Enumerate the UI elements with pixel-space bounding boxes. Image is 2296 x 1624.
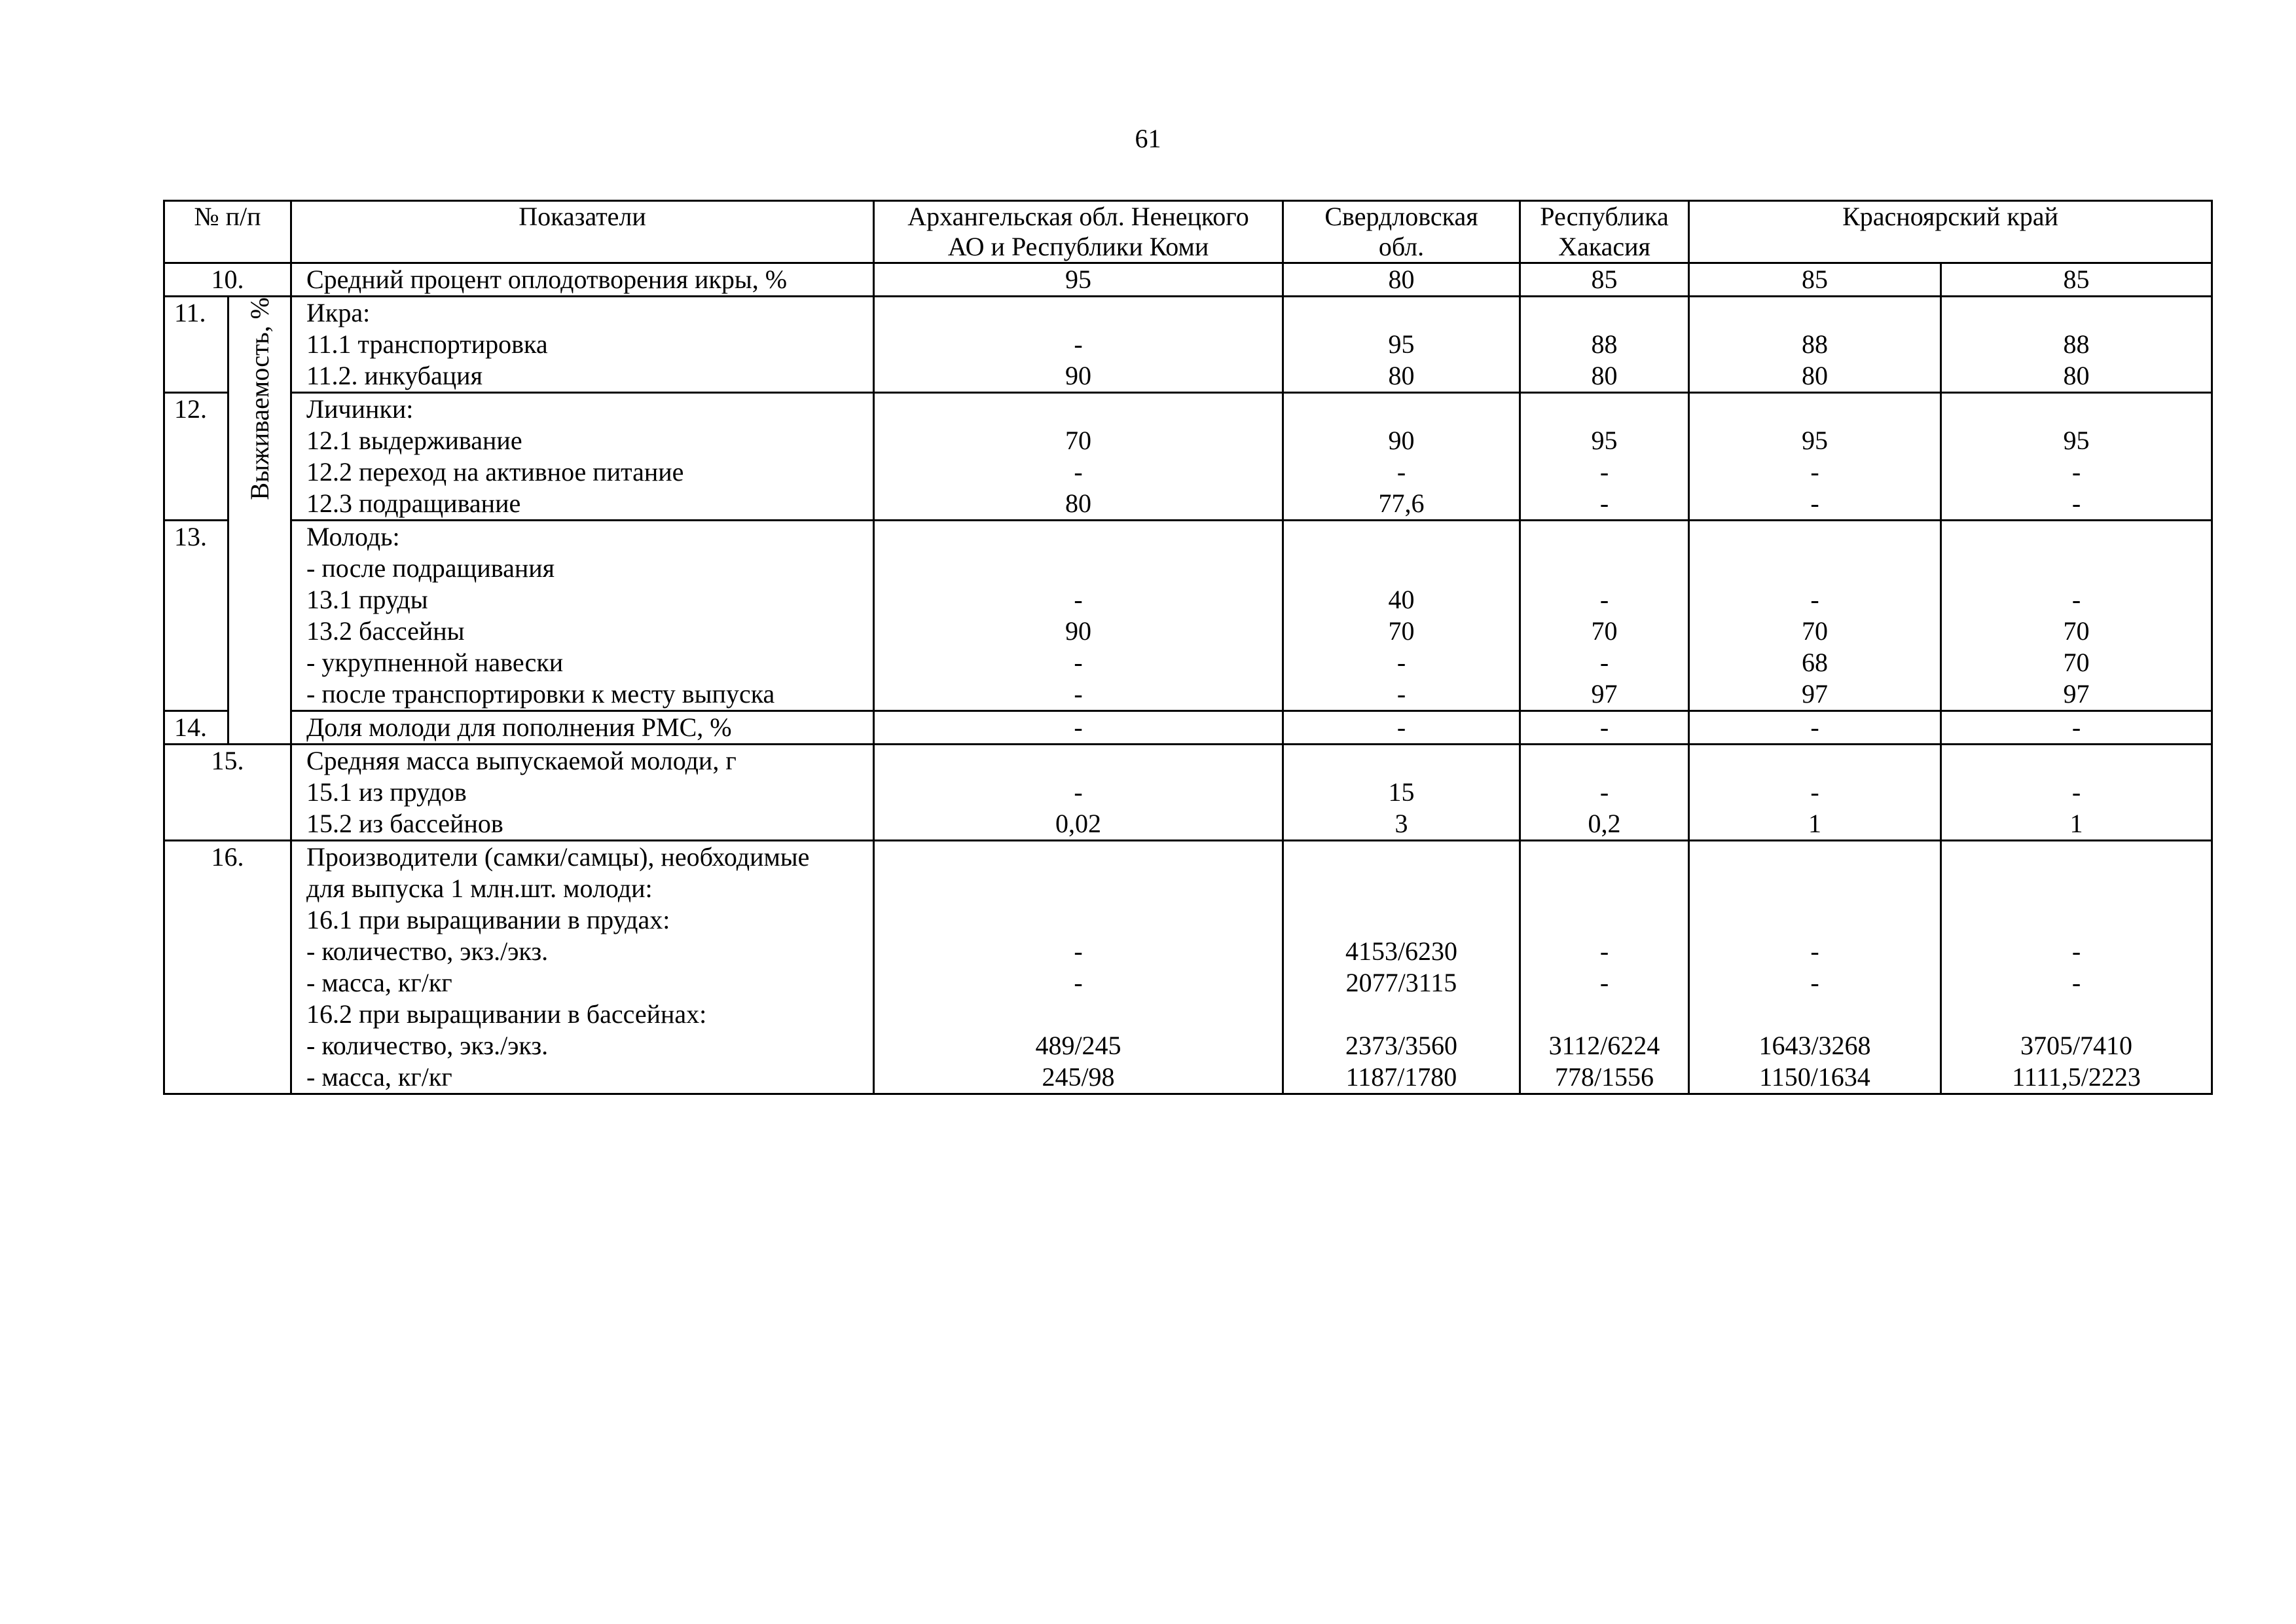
value-arkhangelsk: - [874, 711, 1283, 745]
value-arkhangelsk: - - 489/245 245/98 [874, 841, 1283, 1094]
header-indicator: Показатели [291, 201, 874, 263]
value-krasnoyarsk-2: - [1941, 711, 2212, 745]
value-arkhangelsk: 95 [874, 263, 1283, 297]
row-label: Средняя масса выпускаемой молоди, г 15.1 из прудов 15.2 из бассейнов [291, 745, 874, 841]
table-row-15 [164, 745, 2212, 841]
value-krasnoyarsk-1: - 1 [1689, 745, 1941, 841]
row-label: Личинки: 12.1 выдерживание 12.2 переход на активное питание 12.3 подращивание [291, 393, 874, 521]
row-label: Средний процент оплодотворения икры, % [291, 263, 874, 297]
value-krasnoyarsk-1: - - 1643/3268 1150/1634 [1689, 841, 1941, 1094]
row-label: Молодь: - после подращивания 13.1 пруды 13.2 бассейны - укрупненной навески - после транспортировки к месту выпуска [291, 521, 874, 711]
header-krasnoyarsk: Красноярский край [1689, 201, 2212, 263]
value-khakassia: 95 - - [1520, 393, 1689, 521]
row-number: 10. [164, 263, 291, 297]
row-number: 16. [164, 841, 291, 1094]
value-khakassia: 88 80 [1520, 297, 1689, 393]
value-arkhangelsk: - 0,02 [874, 745, 1283, 841]
row-number: 12. [164, 393, 228, 521]
value-krasnoyarsk-1: 88 80 [1689, 297, 1941, 393]
value-krasnoyarsk-2: - 1 [1941, 745, 2212, 841]
value-krasnoyarsk-1: 85 [1689, 263, 1941, 297]
value-krasnoyarsk-1: - 70 68 97 [1689, 521, 1941, 711]
row-label: Икра: 11.1 транспортировка 11.2. инкубация [291, 297, 874, 393]
value-krasnoyarsk-2: - - 3705/7410 1111,5/2223 [1941, 841, 2212, 1094]
value-krasnoyarsk-2: 88 80 [1941, 297, 2212, 393]
row-number: 15. [164, 745, 291, 841]
row-label: Производители (самки/самцы), необходимые для выпуска 1 млн.шт. молоди: 16.1 при выращивании в прудах: - количество, экз./экз. - масса, кг/кг 16.2 при выращивании в бассейнах: - количество, экз./экз. - масса, кг/кг [291, 841, 874, 1094]
header-row [164, 201, 2212, 263]
table-row-13 [164, 521, 2212, 711]
value-sverdlovsk: 40 70 - - [1283, 521, 1520, 711]
value-sverdlovsk: - [1283, 711, 1520, 745]
page-number: 61 [1135, 124, 1161, 153]
value-krasnoyarsk-1: 95 - - [1689, 393, 1941, 521]
value-krasnoyarsk-2: 95 - - [1941, 393, 2212, 521]
hatchery-indicators-table [163, 200, 2213, 1095]
table-row-14 [164, 711, 2212, 745]
value-sverdlovsk: 95 80 [1283, 297, 1520, 393]
value-krasnoyarsk-2: 85 [1941, 263, 2212, 297]
survival-group-label: Выживаемость, % [228, 297, 291, 745]
value-khakassia: 85 [1520, 263, 1689, 297]
row-label: Доля молоди для пополнения РМС, % [291, 711, 874, 745]
table-row-12 [164, 393, 2212, 521]
row-number: 14. [164, 711, 228, 745]
value-sverdlovsk: 80 [1283, 263, 1520, 297]
value-khakassia: - [1520, 711, 1689, 745]
value-arkhangelsk: - 90 - - [874, 521, 1283, 711]
row-number: 13. [164, 521, 228, 711]
value-arkhangelsk: 70 - 80 [874, 393, 1283, 521]
value-khakassia: - 70 - 97 [1520, 521, 1689, 711]
header-sverdlovsk: Свердловская обл. [1283, 201, 1520, 263]
header-num: № п/п [164, 201, 291, 263]
value-krasnoyarsk-1: - [1689, 711, 1941, 745]
value-khakassia: - - 3112/6224 778/1556 [1520, 841, 1689, 1094]
table-row-11 [164, 297, 2212, 393]
table-row-10 [164, 263, 2212, 297]
value-sverdlovsk: 90 - 77,6 [1283, 393, 1520, 521]
table-row-16 [164, 841, 2212, 1094]
value-sverdlovsk: 15 3 [1283, 745, 1520, 841]
row-number: 11. [164, 297, 228, 393]
value-krasnoyarsk-2: - 70 70 97 [1941, 521, 2212, 711]
value-sverdlovsk: 4153/6230 2077/3115 2373/3560 1187/1780 [1283, 841, 1520, 1094]
value-khakassia: - 0,2 [1520, 745, 1689, 841]
value-arkhangelsk: - 90 [874, 297, 1283, 393]
header-khakassia: Республика Хакасия [1520, 201, 1689, 263]
header-arkhangelsk: Архангельская обл. Ненецкого АО и Республики Коми [874, 201, 1283, 263]
